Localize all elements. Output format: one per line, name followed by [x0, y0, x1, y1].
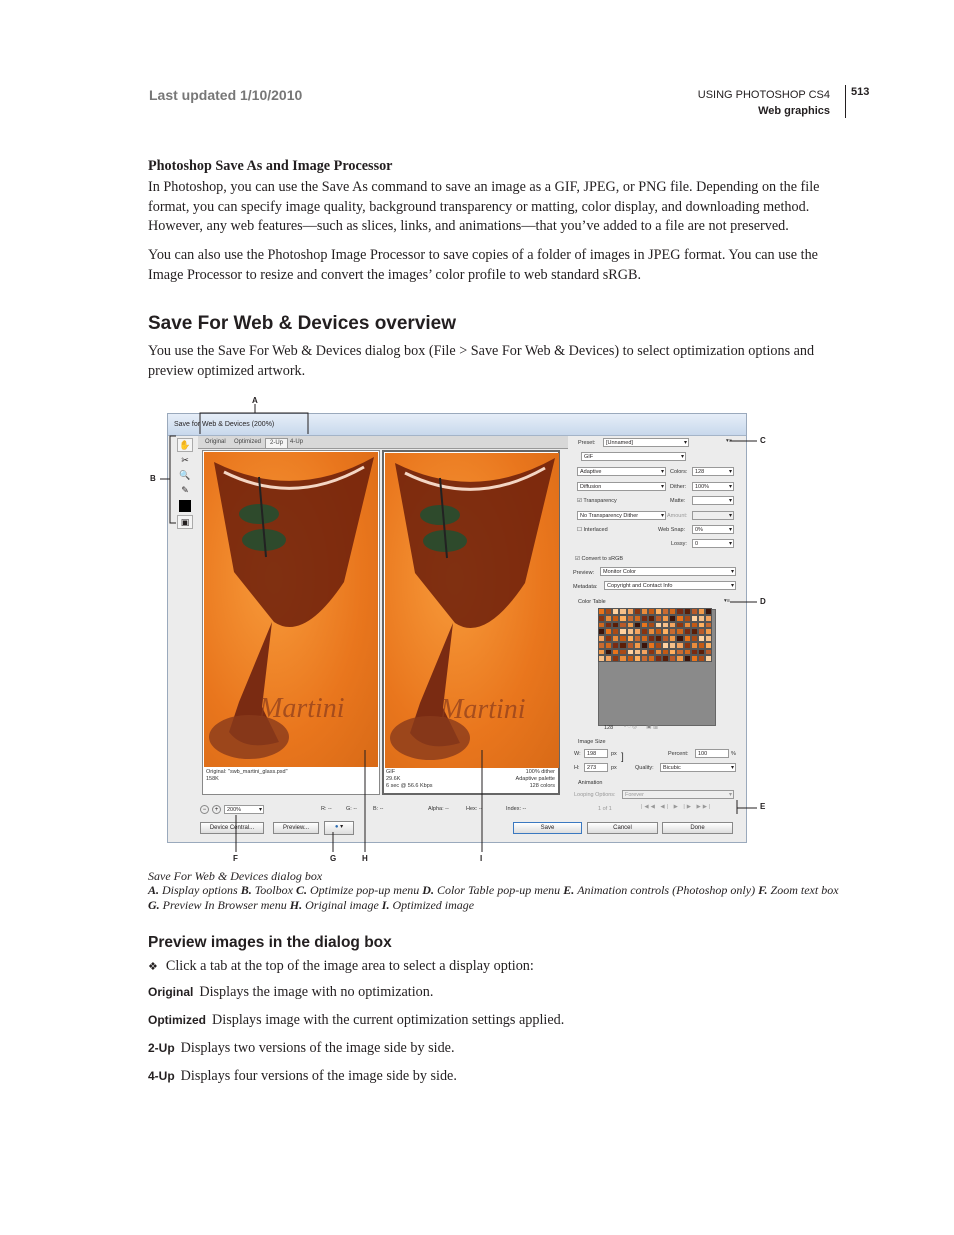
- caption-key: E.: [563, 883, 578, 897]
- book-title: USING PHOTOSHOP CS4: [697, 89, 830, 101]
- definition-original: Original Displays the image with no optimization.: [148, 984, 434, 1000]
- caption-key: A.: [148, 883, 163, 897]
- toggle-slices-icon[interactable]: ▣: [177, 515, 193, 529]
- browser-globe-icon: ●: [334, 824, 339, 830]
- original-info: Original: "swb_martini_glass.psd" 158K: [206, 769, 288, 782]
- callout-g: G: [330, 854, 337, 863]
- quality-label: Quality:: [635, 765, 654, 771]
- color-table-icons[interactable]: ▫ ◌ ◎ ▣ ▥: [624, 724, 659, 730]
- caption-value: Preview In Browser menu: [162, 897, 290, 912]
- width-label: W:: [574, 751, 581, 757]
- tab-original[interactable]: Original: [205, 439, 226, 445]
- preview-button[interactable]: Preview...: [273, 822, 319, 834]
- readout-r: R: --: [321, 806, 332, 812]
- interlaced-checkbox[interactable]: ☐ Interlaced: [577, 527, 608, 533]
- preset-dropdown[interactable]: [Unnamed] ▾: [603, 438, 689, 447]
- paragraph-image-processor: You can also use the Photoshop Image Processor to save copies of a folder of images in JPEG format. You can use the Image Processor to resize and convert the images’ color profile to web standard sRGB.: [148, 247, 818, 283]
- optimize-menu-icon[interactable]: ▾≡: [726, 438, 732, 444]
- bullet-step: ❖ Click a tab at the top of the image area to select a display option:: [148, 958, 534, 974]
- animation-label: Animation: [578, 780, 603, 786]
- metadata-label: Metadata:: [573, 584, 598, 590]
- section-title: Web graphics: [758, 105, 830, 117]
- matte-label: Matte:: [670, 498, 686, 504]
- color-table-menu-icon[interactable]: ▾≡: [724, 598, 730, 604]
- dither-label: Dither:: [670, 484, 687, 490]
- convert-srgb-checkbox[interactable]: ☑ Convert to sRGB: [575, 556, 624, 562]
- callout-b: B: [150, 474, 156, 483]
- save-button[interactable]: Save: [513, 822, 582, 834]
- quality-dropdown[interactable]: Bicubic ▾: [660, 763, 736, 772]
- color-count: 128: [604, 725, 614, 731]
- readout-g: G: --: [346, 806, 357, 812]
- definition-optimized: Optimized Displays image with the current optimization settings applied.: [148, 1012, 565, 1028]
- caption-value: Display options: [162, 883, 241, 897]
- paragraph-save-for-web: You use the Save For Web & Devices dialog box (File > Save For Web & Devices) to select optimization options and preview optimized artwork.: [148, 343, 815, 379]
- heading-save-as: Photoshop Save As and Image Processor: [148, 158, 393, 174]
- caption-value: Toolbox: [254, 883, 296, 897]
- figure-caption-title: Save For Web & Devices dialog box: [148, 869, 323, 883]
- readout-alpha: Alpha: --: [428, 806, 449, 812]
- caption-value: Optimized image: [392, 897, 475, 912]
- colors-label: Colors:: [670, 469, 688, 475]
- callout-d: D: [760, 597, 766, 606]
- transparency-dither-dropdown[interactable]: No Transparency Dither ▾: [577, 511, 666, 520]
- percent-field[interactable]: 100: [695, 749, 729, 758]
- preview-dropdown[interactable]: Monitor Color ▾: [600, 567, 736, 576]
- caption-value: Color Table pop-up menu: [436, 883, 564, 897]
- image-size-label: Image Size: [578, 739, 606, 745]
- figure-caption-legend: [148, 883, 848, 912]
- callout-e: E: [760, 802, 766, 811]
- tab-2up[interactable]: 2-Up: [265, 438, 288, 448]
- lossy-label: Lossy:: [671, 541, 687, 547]
- callout-i: I: [480, 854, 483, 863]
- optimized-info-right: 100% dither Adaptive palette 128 colors: [515, 769, 555, 789]
- caption-key: H.: [289, 897, 306, 912]
- zoom-tool-icon[interactable]: 🔍: [179, 470, 191, 480]
- bullet-diamond-icon: ❖: [148, 961, 158, 973]
- dither-field[interactable]: 100% ▾: [692, 482, 734, 491]
- zoom-out-icon[interactable]: −: [200, 805, 209, 814]
- page-number: 513: [851, 86, 870, 98]
- colors-field[interactable]: 128 ▾: [692, 467, 734, 476]
- zoom-in-icon[interactable]: +: [212, 805, 221, 814]
- constrain-link-icon[interactable]: ]: [621, 752, 624, 763]
- metadata-dropdown[interactable]: Copyright and Contact Info ▾: [604, 581, 736, 590]
- web-snap-label: Web Snap:: [658, 527, 686, 533]
- caption-key: I.: [381, 897, 393, 912]
- readout-index: Index: --: [506, 806, 527, 812]
- caption-key: D.: [422, 883, 437, 897]
- percent-unit: %: [731, 751, 736, 757]
- tab-4up[interactable]: 4-Up: [290, 439, 304, 445]
- dither-algorithm-dropdown[interactable]: Diffusion ▾: [577, 482, 666, 491]
- caption-value: Animation controls (Photoshop only): [577, 883, 759, 897]
- hand-tool-icon[interactable]: ✋: [177, 438, 193, 452]
- tab-optimized[interactable]: Optimized: [234, 439, 262, 445]
- preview-label: Preview:: [573, 570, 595, 576]
- width-unit: px: [611, 751, 617, 757]
- readout-b: B: --: [373, 806, 384, 812]
- callout-h: H: [362, 854, 368, 863]
- caption-key: C.: [295, 883, 310, 897]
- definition-4up: 4-Up Displays four versions of the image side by side.: [148, 1068, 457, 1084]
- preview-in-browser-menu[interactable]: ● ▾: [324, 821, 354, 835]
- device-central-button[interactable]: Device Central...: [200, 822, 264, 834]
- done-button[interactable]: Done: [662, 822, 733, 834]
- height-label: H:: [574, 765, 580, 771]
- frame-counter: 1 of 1: [598, 806, 612, 812]
- caption-key: B.: [240, 883, 255, 897]
- heading-save-for-web: Save For Web & Devices overview: [148, 313, 457, 334]
- caption-value: Zoom text box: [770, 883, 839, 897]
- percent-label: Percent:: [668, 751, 689, 757]
- readout-hex: Hex: --: [466, 806, 483, 812]
- format-dropdown[interactable]: GIF ▾: [581, 452, 686, 461]
- eyedropper-tool-icon[interactable]: ✎: [181, 485, 189, 495]
- height-field[interactable]: 273: [584, 763, 608, 772]
- height-unit: px: [611, 765, 617, 771]
- callout-f: F: [233, 854, 238, 863]
- animation-controls[interactable]: |◀◀ ◀| ▶ |▶ ▶▶|: [641, 804, 713, 810]
- caption-key: F.: [758, 883, 771, 897]
- looping-dropdown[interactable]: Forever ▾: [622, 790, 734, 799]
- transparency-checkbox[interactable]: ☑ Transparency: [577, 498, 617, 504]
- zoom-text-box[interactable]: 200% ▾: [224, 805, 264, 814]
- cancel-button[interactable]: Cancel: [587, 822, 658, 834]
- last-updated: Last updated 1/10/2010: [149, 87, 303, 103]
- heading-preview-images: Preview images in the dialog box: [148, 934, 392, 951]
- callout-c: C: [760, 436, 766, 445]
- martini-label-optimized: Martini: [440, 694, 526, 725]
- callout-a: A: [252, 396, 258, 405]
- caption-value: Original image: [305, 897, 382, 912]
- definition-2up: 2-Up Displays two versions of the image side by side.: [148, 1040, 455, 1056]
- dialog-title-bar: Save for Web & Devices (200%): [168, 414, 746, 436]
- martini-label-original: Martini: [259, 693, 345, 724]
- amount-label: Amount:: [667, 513, 688, 519]
- slice-select-tool-icon[interactable]: ✂: [181, 455, 189, 465]
- preset-label: Preset:: [578, 440, 596, 446]
- optimized-info-left: GIF 29.6K 6 sec @ 56.6 Kbps: [386, 769, 433, 789]
- paragraph-save-as: In Photoshop, you can use the Save As command to save an image as a GIF, JPEG, or PNG file. Depending on the file format, you can specify image quality, background transparency or matting, color display, and downloading method. However, any web features—such as slices, links, and animations—that you’ve added to a file are not preserved.: [148, 179, 820, 234]
- caption-value: Optimize pop-up menu: [309, 883, 423, 897]
- caption-key: G.: [148, 897, 163, 912]
- looping-label: Looping Options:: [574, 792, 616, 798]
- width-field[interactable]: 198: [584, 749, 608, 758]
- color-reduction-dropdown[interactable]: Adaptive ▾: [577, 467, 666, 476]
- color-table-label: Color Table: [578, 599, 606, 605]
- lossy-field[interactable]: 0 ▾: [692, 539, 734, 548]
- web-snap-field[interactable]: 0% ▾: [692, 525, 734, 534]
